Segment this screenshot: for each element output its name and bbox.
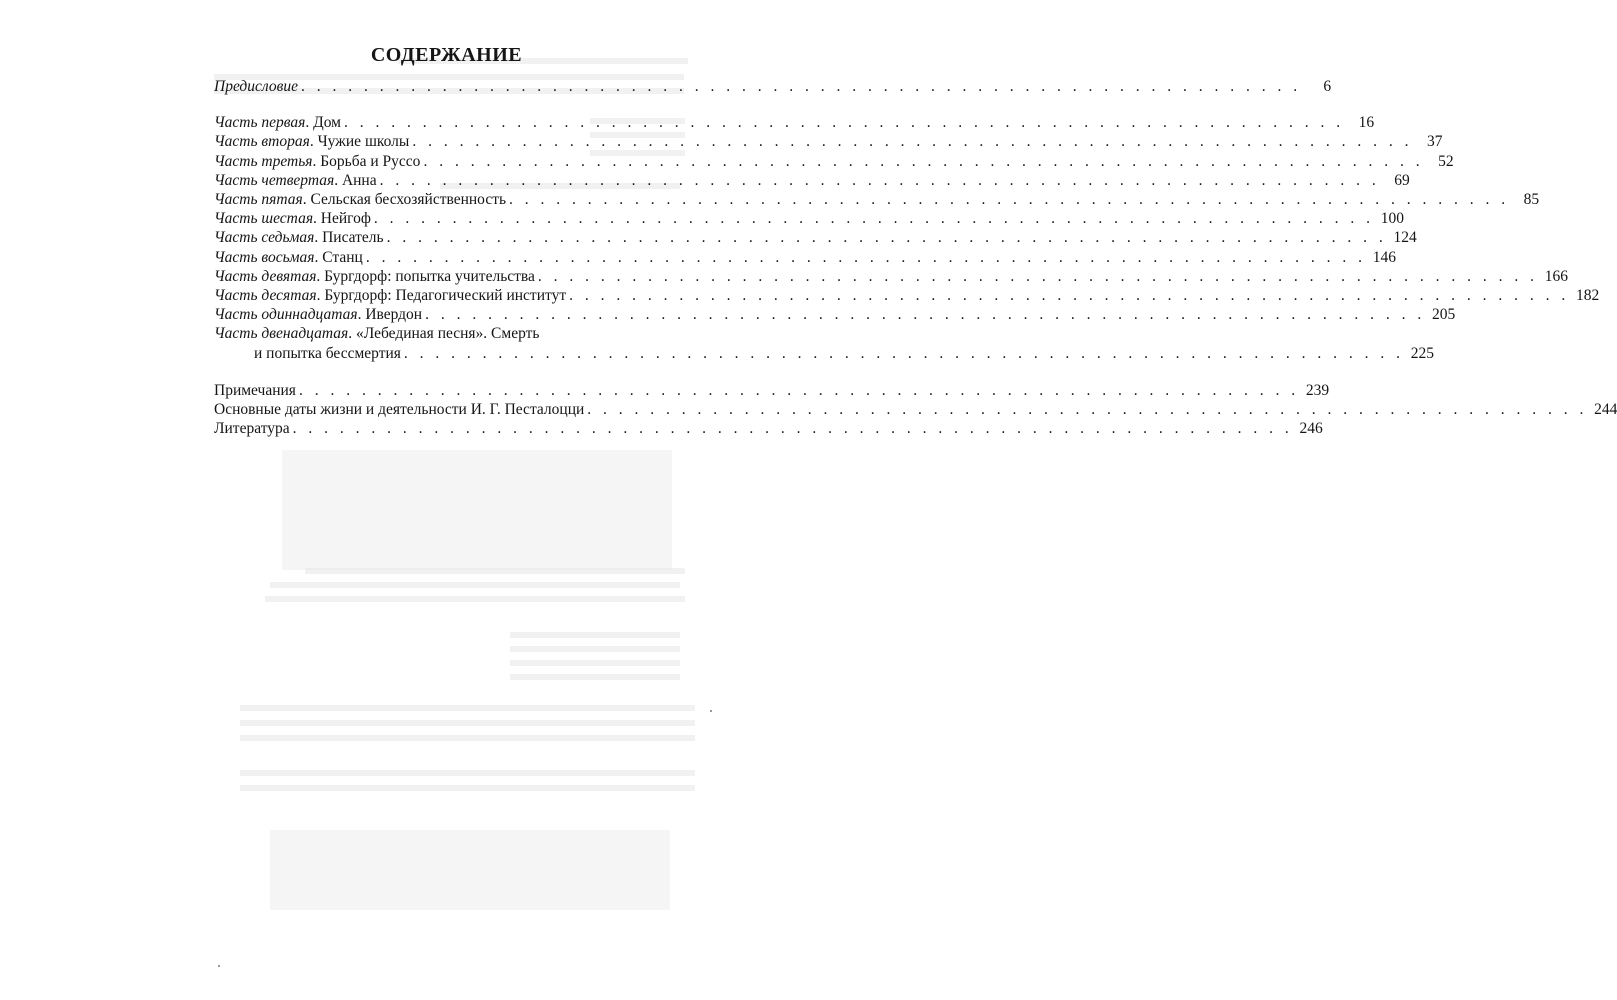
show-through-line bbox=[510, 674, 680, 680]
page-number: 6 bbox=[1323, 78, 1332, 95]
dot-leader: . . . . . . . . . . . . . . . . . . . . . . . . . . . . . . . . . . . . . . . . . . . . . . . . . . . . . . . . . . . . . . . . bbox=[298, 381, 1300, 399]
show-through-line bbox=[510, 632, 680, 638]
show-through-image bbox=[282, 450, 672, 570]
table-of-contents bbox=[214, 44, 1617, 438]
page-number: 16 bbox=[1358, 114, 1375, 132]
page-number: 239 bbox=[1305, 381, 1330, 399]
toc-entry-part: Часть девятая. Бургдорф: попытка учительства . . . . . . . . . . . . . . . . . . . . . . . . . . . . . . . . . . . . . . . . . . . . . . . . . . . . . . . . . . . . . . . . 166 bbox=[214, 267, 1569, 285]
part-label: Часть третья bbox=[214, 152, 313, 170]
page-number: 124 bbox=[1393, 229, 1417, 247]
page-number: 37 bbox=[1426, 133, 1443, 151]
part-label: Часть пятая bbox=[214, 191, 303, 209]
dot-leader: . . . . . . . . . . . . . . . . . . . . . . . . . . . . . . . . . . . . . . . . . . . . . . . . . . . . . . . . . . . . . . . . bbox=[425, 306, 1426, 324]
toc-entry-part: Часть десятая. Бургдорф: Педагогический институт . . . . . . . . . . . . . . . . . . . . . . . . . . . . . . . . . . . . . . . . . . . . . . . . . . . . . . . . . . . . . . . . 182 bbox=[214, 287, 1600, 305]
part-label: Часть вторая bbox=[214, 133, 310, 151]
part-title: Дом bbox=[313, 114, 341, 132]
dot-leader: . . . . . . . . . . . . . . . . . . . . . . . . . . . . . . . . . . . . . . . . . . . . . . . . . . . . . . . . . . . . . . . . bbox=[537, 267, 1539, 285]
show-through-line bbox=[240, 735, 695, 741]
toc-entry-part: Часть третья. Борьба и Руссо . . . . . . . . . . . . . . . . . . . . . . . . . . . . . . . . . . . . . . . . . . . . . . . . . . . . . . . . . . . . . . . . 52 bbox=[214, 152, 1454, 170]
part-title: Чужие школы bbox=[317, 133, 410, 151]
show-through-line bbox=[240, 705, 695, 711]
preface-label: Предисловие bbox=[214, 78, 298, 95]
page-number: 52 bbox=[1438, 152, 1454, 170]
part-title: Ивердон bbox=[365, 306, 423, 324]
toc-entry-appendix bbox=[214, 381, 1330, 400]
toc-entry-appendix bbox=[214, 400, 1617, 419]
toc-entry-part: Часть шестая. Нейгоф . . . . . . . . . . . . . . . . . . . . . . . . . . . . . . . . . . . . . . . . . . . . . . . . . . . . . . . . . . . . . . . . 100 bbox=[214, 210, 1405, 228]
part-title: Бургдорф: попытка учительства bbox=[324, 267, 535, 285]
dot-leader: . . . . . . . . . . . . . . . . . . . . . . . . . . . . . . . . . . . . . . . . . . . . . . . . . . . . . . . . . . . . . . . . bbox=[423, 152, 1424, 170]
dot-leader: . . . . . . . . . . . . . . . . . . . . . . . . . . . . . . . . . . . . . . . . . . . . . . . . . . . . . . . . . . . . . . . . bbox=[292, 420, 1293, 438]
part-title: «Лебединая песня». Смерть bbox=[355, 325, 540, 343]
toc-entry-part: Часть пятая. Сельская бесхозяйственность . . . . . . . . . . . . . . . . . . . . . . . . . . . . . . . . . . . . . . . . . . . . . . . . . . . . . . . . . . . . . . . . 85 bbox=[214, 191, 1540, 209]
dot-leader: . . . . . . . . . . . . . . . . . . . . . . . . . . . . . . . . . . . . . . . . . . . . . . . . . . . . . . . . . . . . . . . . bbox=[373, 210, 1375, 228]
page-number: 100 bbox=[1380, 210, 1405, 228]
show-through-line bbox=[305, 568, 685, 574]
toc-entry-part: Часть седьмая. Писатель . . . . . . . . . . . . . . . . . . . . . . . . . . . . . . . . . . . . . . . . . . . . . . . . . . . . . . . . . . . . . . . . 124 bbox=[214, 229, 1417, 247]
part-title: Писатель bbox=[322, 229, 384, 247]
show-through-image bbox=[270, 830, 670, 910]
page-number: 225 bbox=[1410, 344, 1435, 362]
toc-entry-part-last: Часть двенадцатая. «Лебединая песня». Смерть bbox=[214, 325, 540, 343]
part-title: Сельская бесхозяйственность bbox=[310, 191, 507, 209]
show-through-line bbox=[270, 582, 680, 588]
toc-entry-part: Часть одиннадцатая. Ивердон . . . . . . . . . . . . . . . . . . . . . . . . . . . . . . . . . . . . . . . . . . . . . . . . . . . . . . . . . . . . . . . . 205 bbox=[214, 306, 1456, 324]
toc-entry-part-last-continued bbox=[214, 344, 1435, 363]
part-title: Бургдорф: Педагогический институт bbox=[324, 287, 567, 305]
dot-leader: . . . . . . . . . . . . . . . . . . . . . . . . . . . . . . . . . . . . . . . . . . . . . . . . . . . . . . . . . . . . . . . . bbox=[300, 78, 1302, 95]
toc-entry-appendix bbox=[214, 419, 1323, 438]
appendix-label: Литература bbox=[214, 420, 290, 438]
dot-leader: . . . . . . . . . . . . . . . . . . . . . . . . . . . . . . . . . . . . . . . . . . . . . . . . . . . . . . . . . . . . . . . . bbox=[343, 114, 1345, 132]
toc-entry-preface bbox=[214, 77, 1332, 96]
toc-entry-part: Часть восьмая. Станц . . . . . . . . . . . . . . . . . . . . . . . . . . . . . . . . . . . . . . . . . . . . . . . . . . . . . . . . . . . . . . . . 146 bbox=[214, 248, 1396, 266]
part-label: Часть восьмая bbox=[214, 248, 315, 266]
show-through-line bbox=[510, 660, 680, 666]
part-label: Часть шестая bbox=[214, 210, 314, 228]
dot-leader: . . . . . . . . . . . . . . . . . . . . . . . . . . . . . . . . . . . . . . . . . . . . . . . . . . . . . . . . . . . . . . . . bbox=[509, 191, 1510, 209]
spacer bbox=[214, 96, 669, 113]
show-through-line bbox=[240, 785, 695, 791]
part-title: Нейгоф bbox=[320, 210, 371, 228]
dot-leader: . . . . . . . . . . . . . . . . . . . . . . . . . . . . . . . . . . . . . . . . . . . . . . . . . . . . . . . . . . . . . . . . bbox=[587, 401, 1588, 419]
page-number: 146 bbox=[1372, 248, 1396, 266]
page-number: 69 bbox=[1394, 171, 1410, 189]
part-title-continued: и попытка бессмертия bbox=[254, 344, 401, 362]
appendix-label: Основные даты жизни и деятельности И. Г. Песталоцци bbox=[214, 401, 585, 419]
part-label: Часть первая bbox=[214, 114, 306, 132]
part-title: Анна bbox=[341, 171, 377, 189]
part-label: Часть десятая bbox=[214, 287, 317, 305]
part-title: Борьба и Руссо bbox=[320, 152, 421, 170]
show-through-line bbox=[510, 646, 680, 652]
dot-leader: . . . . . . . . . . . . . . . . . . . . . . . . . . . . . . . . . . . . . . . . . . . . . . . . . . . . . . . . . . . . . . . . bbox=[412, 133, 1413, 151]
part-label: Часть одиннадцатая bbox=[214, 306, 358, 324]
page-number: 166 bbox=[1544, 267, 1569, 285]
part-title: Станц bbox=[322, 248, 363, 266]
part-label: Часть девятая bbox=[214, 267, 317, 285]
show-through-line bbox=[240, 770, 695, 776]
dot-leader: . . . . . . . . . . . . . . . . . . . . . . . . . . . . . . . . . . . . . . . . . . . . . . . . . . . . . . . . . . . . . . . . bbox=[379, 171, 1380, 189]
spacer bbox=[214, 363, 669, 381]
dot-leader: . . . . . . . . . . . . . . . . . . . . . . . . . . . . . . . . . . . . . . . . . . . . . . . . . . . . . . . . . . . . . . . . bbox=[569, 287, 1570, 305]
page-number: 246 bbox=[1299, 420, 1323, 438]
toc-entry-part: Часть четвертая. Анна . . . . . . . . . . . . . . . . . . . . . . . . . . . . . . . . . . . . . . . . . . . . . . . . . . . . . . . . . . . . . . . . 69 bbox=[214, 171, 1410, 189]
page-number: 205 bbox=[1431, 306, 1456, 324]
page-number: 244 bbox=[1594, 401, 1617, 419]
part-label: Часть двенадцатая bbox=[214, 325, 349, 343]
dot-leader: . . . . . . . . . . . . . . . . . . . . . . . . . . . . . . . . . . . . . . . . . . . . . . . . . . . . . . . . . . . . . . . . bbox=[403, 344, 1405, 362]
part-label: Часть четвертая bbox=[214, 171, 335, 189]
page-number: 85 bbox=[1523, 191, 1540, 209]
page-number: 182 bbox=[1575, 287, 1600, 305]
dot-leader: . . . . . . . . . . . . . . . . . . . . . . . . . . . . . . . . . . . . . . . . . . . . . . . . . . . . . . . . . . . . . . . . bbox=[365, 248, 1366, 266]
toc-entry-part: Часть вторая. Чужие школы . . . . . . . . . . . . . . . . . . . . . . . . . . . . . . . . . . . . . . . . . . . . . . . . . . . . . . . . . . . . . . . . 37 bbox=[214, 133, 1443, 151]
dot-leader: . . . . . . . . . . . . . . . . . . . . . . . . . . . . . . . . . . . . . . . . . . . . . . . . . . . . . . . . . . . . . . . . bbox=[386, 229, 1387, 247]
appendix-label: Примечания bbox=[214, 381, 296, 399]
show-through-line bbox=[240, 720, 695, 726]
toc-entry-part: Часть первая. Дом . . . . . . . . . . . . . . . . . . . . . . . . . . . . . . . . . . . . . . . . . . . . . . . . . . . . . . . . . . . . . . . . 16 bbox=[214, 114, 1375, 132]
part-label: Часть седьмая bbox=[214, 229, 315, 247]
show-through-line bbox=[265, 596, 685, 602]
toc-heading: СОДЕРЖАНИЕ bbox=[370, 44, 523, 66]
